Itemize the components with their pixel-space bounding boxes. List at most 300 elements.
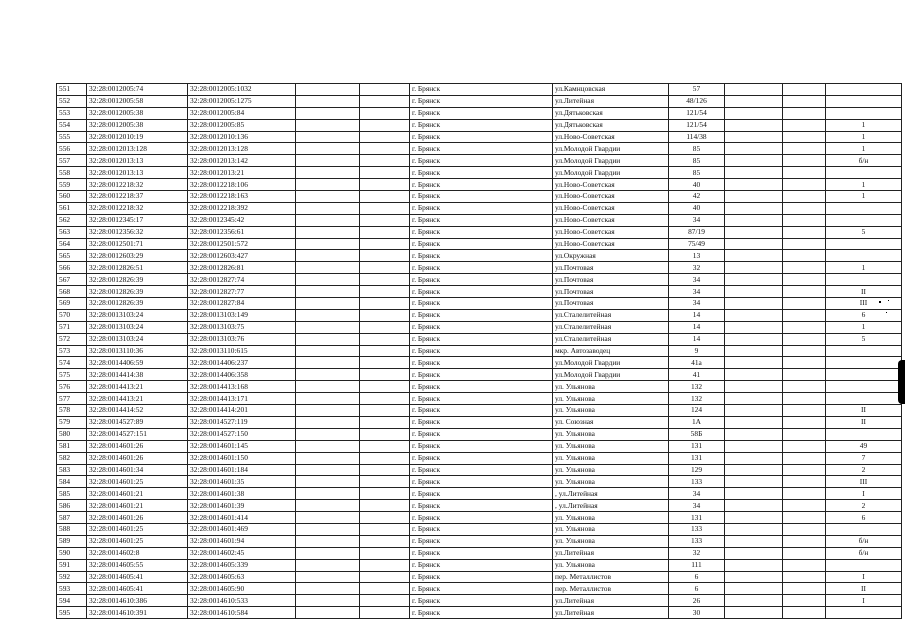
table-row	[57, 345, 902, 357]
empty-cell	[296, 512, 360, 524]
row-number: 595	[57, 607, 87, 619]
empty-cell	[360, 595, 410, 607]
cadastral-number: 32:28:0012218:392	[188, 202, 296, 214]
empty-cell	[360, 571, 410, 583]
table-row	[57, 428, 902, 440]
parent-cadastral-number: 32:28:0014601:25	[87, 535, 188, 547]
parent-cadastral-number: 32:28:0012010:19	[87, 131, 188, 143]
empty-cell	[360, 369, 410, 381]
empty-cell	[783, 155, 826, 167]
table-body	[57, 84, 902, 619]
cadastral-number: 32:28:0012827:77	[188, 286, 296, 298]
parent-cadastral-number: 32:28:0014414:38	[87, 369, 188, 381]
empty-cell	[360, 607, 410, 619]
empty-cell	[783, 226, 826, 238]
street: ул. Ульянова	[553, 476, 669, 488]
house-number: 111	[669, 559, 725, 571]
table-row	[57, 321, 902, 333]
street: ул.Литейная	[553, 607, 669, 619]
cadastral-number: 32:28:0013103:76	[188, 333, 296, 345]
house-number: 1А	[669, 416, 725, 428]
apartment	[826, 345, 902, 357]
city: г. Брянск	[410, 583, 553, 595]
street: ул.Ново-Советская	[553, 226, 669, 238]
table-row	[57, 559, 902, 571]
house-number: 41а	[669, 357, 725, 369]
apartment	[826, 369, 902, 381]
city: г. Брянск	[410, 381, 553, 393]
empty-cell	[296, 500, 360, 512]
empty-cell	[360, 523, 410, 535]
empty-cell	[296, 547, 360, 559]
cadastral-number: 32:28:0014605:339	[188, 559, 296, 571]
cadastral-number: 32:28:0012827:74	[188, 274, 296, 286]
apartment: 1	[826, 262, 902, 274]
city: г. Брянск	[410, 488, 553, 500]
empty-cell	[296, 191, 360, 203]
empty-cell	[296, 393, 360, 405]
apartment: II	[826, 405, 902, 417]
city: г. Брянск	[410, 571, 553, 583]
empty-cell	[783, 191, 826, 203]
empty-cell	[783, 428, 826, 440]
empty-cell	[360, 107, 410, 119]
city: г. Брянск	[410, 428, 553, 440]
empty-cell	[296, 464, 360, 476]
empty-cell	[783, 547, 826, 559]
row-number: 581	[57, 440, 87, 452]
empty-cell	[360, 119, 410, 131]
house-number: 34	[669, 500, 725, 512]
row-number: 553	[57, 107, 87, 119]
empty-cell	[783, 523, 826, 535]
parent-cadastral-number: 32:28:0014601:21	[87, 500, 188, 512]
empty-cell	[783, 571, 826, 583]
empty-cell	[783, 416, 826, 428]
table-row	[57, 547, 902, 559]
apartment: 7	[826, 452, 902, 464]
empty-cell	[783, 464, 826, 476]
table-row	[57, 488, 902, 500]
row-number: 561	[57, 202, 87, 214]
empty-cell	[296, 107, 360, 119]
parent-cadastral-number: 32:28:0012005:38	[87, 107, 188, 119]
parent-cadastral-number: 32:28:0014610:391	[87, 607, 188, 619]
empty-cell	[296, 416, 360, 428]
city: г. Брянск	[410, 143, 553, 155]
house-number: 32	[669, 262, 725, 274]
table-row	[57, 393, 902, 405]
row-number: 571	[57, 321, 87, 333]
house-number: 14	[669, 333, 725, 345]
house-number: 58Б	[669, 428, 725, 440]
city: г. Брянск	[410, 131, 553, 143]
cadastral-number: 32:28:0012826:81	[188, 262, 296, 274]
empty-cell	[783, 535, 826, 547]
apartment	[826, 381, 902, 393]
empty-cell	[360, 547, 410, 559]
empty-cell	[360, 202, 410, 214]
empty-cell	[725, 226, 783, 238]
empty-cell	[360, 143, 410, 155]
parent-cadastral-number: 32:28:0014605:41	[87, 571, 188, 583]
empty-cell	[725, 547, 783, 559]
house-number: 133	[669, 476, 725, 488]
apartment: б/н	[826, 547, 902, 559]
street: ул. Ульянова	[553, 512, 669, 524]
parent-cadastral-number: 32:28:0012013:128	[87, 143, 188, 155]
empty-cell	[725, 191, 783, 203]
cadastral-number: 32:28:0012005:85	[188, 119, 296, 131]
row-number: 574	[57, 357, 87, 369]
table-row	[57, 381, 902, 393]
empty-cell	[360, 452, 410, 464]
house-number: 87/19	[669, 226, 725, 238]
empty-cell	[783, 167, 826, 179]
cadastral-number: 32:28:0014601:469	[188, 523, 296, 535]
row-number: 552	[57, 95, 87, 107]
street: ул. Ульянова	[553, 523, 669, 535]
parent-cadastral-number: 32:28:0014601:25	[87, 523, 188, 535]
table-row	[57, 119, 902, 131]
row-number: 563	[57, 226, 87, 238]
row-number: 578	[57, 405, 87, 417]
empty-cell	[783, 488, 826, 500]
cadastral-number: 32:28:0014601:150	[188, 452, 296, 464]
row-number: 555	[57, 131, 87, 143]
city: г. Брянск	[410, 535, 553, 547]
city: г. Брянск	[410, 155, 553, 167]
empty-cell	[783, 84, 826, 96]
apartment	[826, 84, 902, 96]
empty-cell	[725, 321, 783, 333]
apartment: II	[826, 583, 902, 595]
empty-cell	[296, 226, 360, 238]
apartment	[826, 238, 902, 250]
street: мкр. Автозаводец	[553, 345, 669, 357]
empty-cell	[725, 238, 783, 250]
city: г. Брянск	[410, 95, 553, 107]
table-row	[57, 571, 902, 583]
apartment: 5	[826, 333, 902, 345]
empty-cell	[360, 321, 410, 333]
street: пер. Металлистов	[553, 583, 669, 595]
apartment	[826, 607, 902, 619]
house-number: 132	[669, 393, 725, 405]
row-number: 575	[57, 369, 87, 381]
empty-cell	[360, 333, 410, 345]
empty-cell	[725, 357, 783, 369]
row-number: 551	[57, 84, 87, 96]
city: г. Брянск	[410, 405, 553, 417]
row-number: 591	[57, 559, 87, 571]
table-row	[57, 333, 902, 345]
empty-cell	[725, 452, 783, 464]
city: г. Брянск	[410, 179, 553, 191]
empty-cell	[783, 286, 826, 298]
cadastral-number: 32:28:0014527:119	[188, 416, 296, 428]
city: г. Брянск	[410, 274, 553, 286]
empty-cell	[725, 500, 783, 512]
apartment	[826, 202, 902, 214]
house-number: 34	[669, 286, 725, 298]
row-number: 577	[57, 393, 87, 405]
empty-cell	[783, 595, 826, 607]
street: ул. Ульянова	[553, 393, 669, 405]
cadastral-number: 32:28:0014601:145	[188, 440, 296, 452]
empty-cell	[783, 345, 826, 357]
city: г. Брянск	[410, 262, 553, 274]
empty-cell	[360, 262, 410, 274]
parent-cadastral-number: 32:28:0012826:39	[87, 286, 188, 298]
empty-cell	[296, 595, 360, 607]
city: г. Брянск	[410, 452, 553, 464]
parent-cadastral-number: 32:28:0014602:8	[87, 547, 188, 559]
empty-cell	[296, 95, 360, 107]
scan-speck	[888, 300, 889, 301]
table-row	[57, 500, 902, 512]
table-row	[57, 250, 902, 262]
empty-cell	[725, 274, 783, 286]
empty-cell	[296, 535, 360, 547]
parent-cadastral-number: 32:28:0012013:13	[87, 167, 188, 179]
row-number: 559	[57, 179, 87, 191]
city: г. Брянск	[410, 321, 553, 333]
empty-cell	[296, 357, 360, 369]
empty-cell	[725, 143, 783, 155]
cadastral-number: 32:28:0012218:106	[188, 179, 296, 191]
parent-cadastral-number: 32:28:0014601:26	[87, 452, 188, 464]
parent-cadastral-number: 32:28:0014605:55	[87, 559, 188, 571]
table-row	[57, 214, 902, 226]
apartment: II	[826, 416, 902, 428]
table-row	[57, 595, 902, 607]
empty-cell	[725, 464, 783, 476]
apartment	[826, 214, 902, 226]
table-row	[57, 523, 902, 535]
cadastral-number: 32:28:0014413:168	[188, 381, 296, 393]
street: ул.Молодой Гвардии	[553, 143, 669, 155]
cadastral-number: 32:28:0012356:61	[188, 226, 296, 238]
city: г. Брянск	[410, 202, 553, 214]
empty-cell	[360, 583, 410, 595]
empty-cell	[783, 369, 826, 381]
table-row	[57, 512, 902, 524]
street: ул. Ульянова	[553, 405, 669, 417]
city: г. Брянск	[410, 369, 553, 381]
house-number: 34	[669, 274, 725, 286]
empty-cell	[296, 369, 360, 381]
table-row	[57, 476, 902, 488]
apartment	[826, 393, 902, 405]
apartment: I	[826, 595, 902, 607]
empty-cell	[783, 452, 826, 464]
empty-cell	[783, 274, 826, 286]
house-number: 132	[669, 381, 725, 393]
empty-cell	[783, 298, 826, 310]
street: ул.Молодой Гвардии	[553, 369, 669, 381]
empty-cell	[296, 428, 360, 440]
city: г. Брянск	[410, 333, 553, 345]
row-number: 579	[57, 416, 87, 428]
cadastral-number: 32:28:0012603:427	[188, 250, 296, 262]
cadastral-number: 32:28:0014601:38	[188, 488, 296, 500]
house-number: 85	[669, 155, 725, 167]
street: ул.Окружная	[553, 250, 669, 262]
empty-cell	[360, 476, 410, 488]
city: г. Брянск	[410, 500, 553, 512]
table-row	[57, 167, 902, 179]
cadastral-number: 32:28:0014601:35	[188, 476, 296, 488]
empty-cell	[725, 167, 783, 179]
cadastral-number: 32:28:0014414:201	[188, 405, 296, 417]
street: ул. Ульянова	[553, 452, 669, 464]
table-row	[57, 309, 902, 321]
empty-cell	[783, 107, 826, 119]
city: г. Брянск	[410, 357, 553, 369]
empty-cell	[783, 476, 826, 488]
city: г. Брянск	[410, 214, 553, 226]
empty-cell	[296, 333, 360, 345]
empty-cell	[783, 405, 826, 417]
row-number: 594	[57, 595, 87, 607]
empty-cell	[296, 238, 360, 250]
empty-cell	[296, 119, 360, 131]
empty-cell	[296, 131, 360, 143]
empty-cell	[296, 84, 360, 96]
city: г. Брянск	[410, 607, 553, 619]
empty-cell	[725, 250, 783, 262]
street: , ул.Литейная	[553, 488, 669, 500]
house-number: 14	[669, 321, 725, 333]
row-number: 586	[57, 500, 87, 512]
table-row	[57, 440, 902, 452]
cadastral-number: 32:28:0012827:84	[188, 298, 296, 310]
cadastral-number: 32:28:0012005:84	[188, 107, 296, 119]
parent-cadastral-number: 32:28:0013103:24	[87, 309, 188, 321]
apartment: II	[826, 286, 902, 298]
apartment: 2	[826, 500, 902, 512]
cadastral-number: 32:28:0014413:171	[188, 393, 296, 405]
empty-cell	[296, 405, 360, 417]
city: г. Брянск	[410, 595, 553, 607]
cadastral-number: 32:28:0012005:1275	[188, 95, 296, 107]
scan-edge-mark	[898, 360, 905, 404]
apartment	[826, 559, 902, 571]
city: г. Брянск	[410, 238, 553, 250]
empty-cell	[360, 95, 410, 107]
street: ул. Ульянова	[553, 381, 669, 393]
parent-cadastral-number: 32:28:0014605:41	[87, 583, 188, 595]
empty-cell	[783, 202, 826, 214]
apartment: 6	[826, 512, 902, 524]
house-number: 57	[669, 84, 725, 96]
empty-cell	[360, 559, 410, 571]
empty-cell	[296, 262, 360, 274]
city: г. Брянск	[410, 226, 553, 238]
empty-cell	[725, 298, 783, 310]
empty-cell	[725, 214, 783, 226]
empty-cell	[783, 250, 826, 262]
street: ул.Сталелитейная	[553, 309, 669, 321]
cadastral-number: 32:28:0014602:45	[188, 547, 296, 559]
empty-cell	[783, 512, 826, 524]
empty-cell	[296, 345, 360, 357]
empty-cell	[360, 381, 410, 393]
row-number: 582	[57, 452, 87, 464]
city: г. Брянск	[410, 345, 553, 357]
row-number: 585	[57, 488, 87, 500]
parent-cadastral-number: 32:28:0013103:24	[87, 333, 188, 345]
parent-cadastral-number: 32:28:0014601:26	[87, 440, 188, 452]
table-row	[57, 84, 902, 96]
city: г. Брянск	[410, 476, 553, 488]
cadastral-number: 32:28:0014406:358	[188, 369, 296, 381]
parent-cadastral-number: 32:28:0014610:386	[87, 595, 188, 607]
street: ул.Почтовая	[553, 286, 669, 298]
apartment: 5	[826, 226, 902, 238]
cadastral-number: 32:28:0012005:1032	[188, 84, 296, 96]
empty-cell	[725, 440, 783, 452]
empty-cell	[360, 405, 410, 417]
house-number: 121/54	[669, 119, 725, 131]
empty-cell	[725, 95, 783, 107]
city: г. Брянск	[410, 84, 553, 96]
street: ул.Литейная	[553, 595, 669, 607]
table-row	[57, 369, 902, 381]
row-number: 580	[57, 428, 87, 440]
empty-cell	[296, 298, 360, 310]
empty-cell	[296, 583, 360, 595]
empty-cell	[296, 309, 360, 321]
table-row	[57, 107, 902, 119]
row-number: 556	[57, 143, 87, 155]
house-number: 131	[669, 452, 725, 464]
empty-cell	[725, 309, 783, 321]
table-row	[57, 262, 902, 274]
apartment: I	[826, 571, 902, 583]
empty-cell	[360, 416, 410, 428]
parent-cadastral-number: 32:28:0012356:32	[87, 226, 188, 238]
street: ул. Ульянова	[553, 535, 669, 547]
empty-cell	[360, 179, 410, 191]
street: ул.Почтовая	[553, 274, 669, 286]
table-row	[57, 155, 902, 167]
empty-cell	[725, 476, 783, 488]
empty-cell	[725, 559, 783, 571]
house-number: 133	[669, 535, 725, 547]
empty-cell	[296, 143, 360, 155]
street: ул.Ново-Советская	[553, 131, 669, 143]
table-row	[57, 452, 902, 464]
cadastral-number: 32:28:0014610:584	[188, 607, 296, 619]
empty-cell	[783, 119, 826, 131]
row-number: 564	[57, 238, 87, 250]
apartment	[826, 523, 902, 535]
empty-cell	[360, 464, 410, 476]
city: г. Брянск	[410, 393, 553, 405]
house-number: 85	[669, 167, 725, 179]
cadastral-number: 32:28:0014601:414	[188, 512, 296, 524]
city: г. Брянск	[410, 547, 553, 559]
empty-cell	[360, 84, 410, 96]
empty-cell	[360, 286, 410, 298]
empty-cell	[725, 262, 783, 274]
city: г. Брянск	[410, 191, 553, 203]
city: г. Брянск	[410, 512, 553, 524]
empty-cell	[296, 488, 360, 500]
house-number: 42	[669, 191, 725, 203]
